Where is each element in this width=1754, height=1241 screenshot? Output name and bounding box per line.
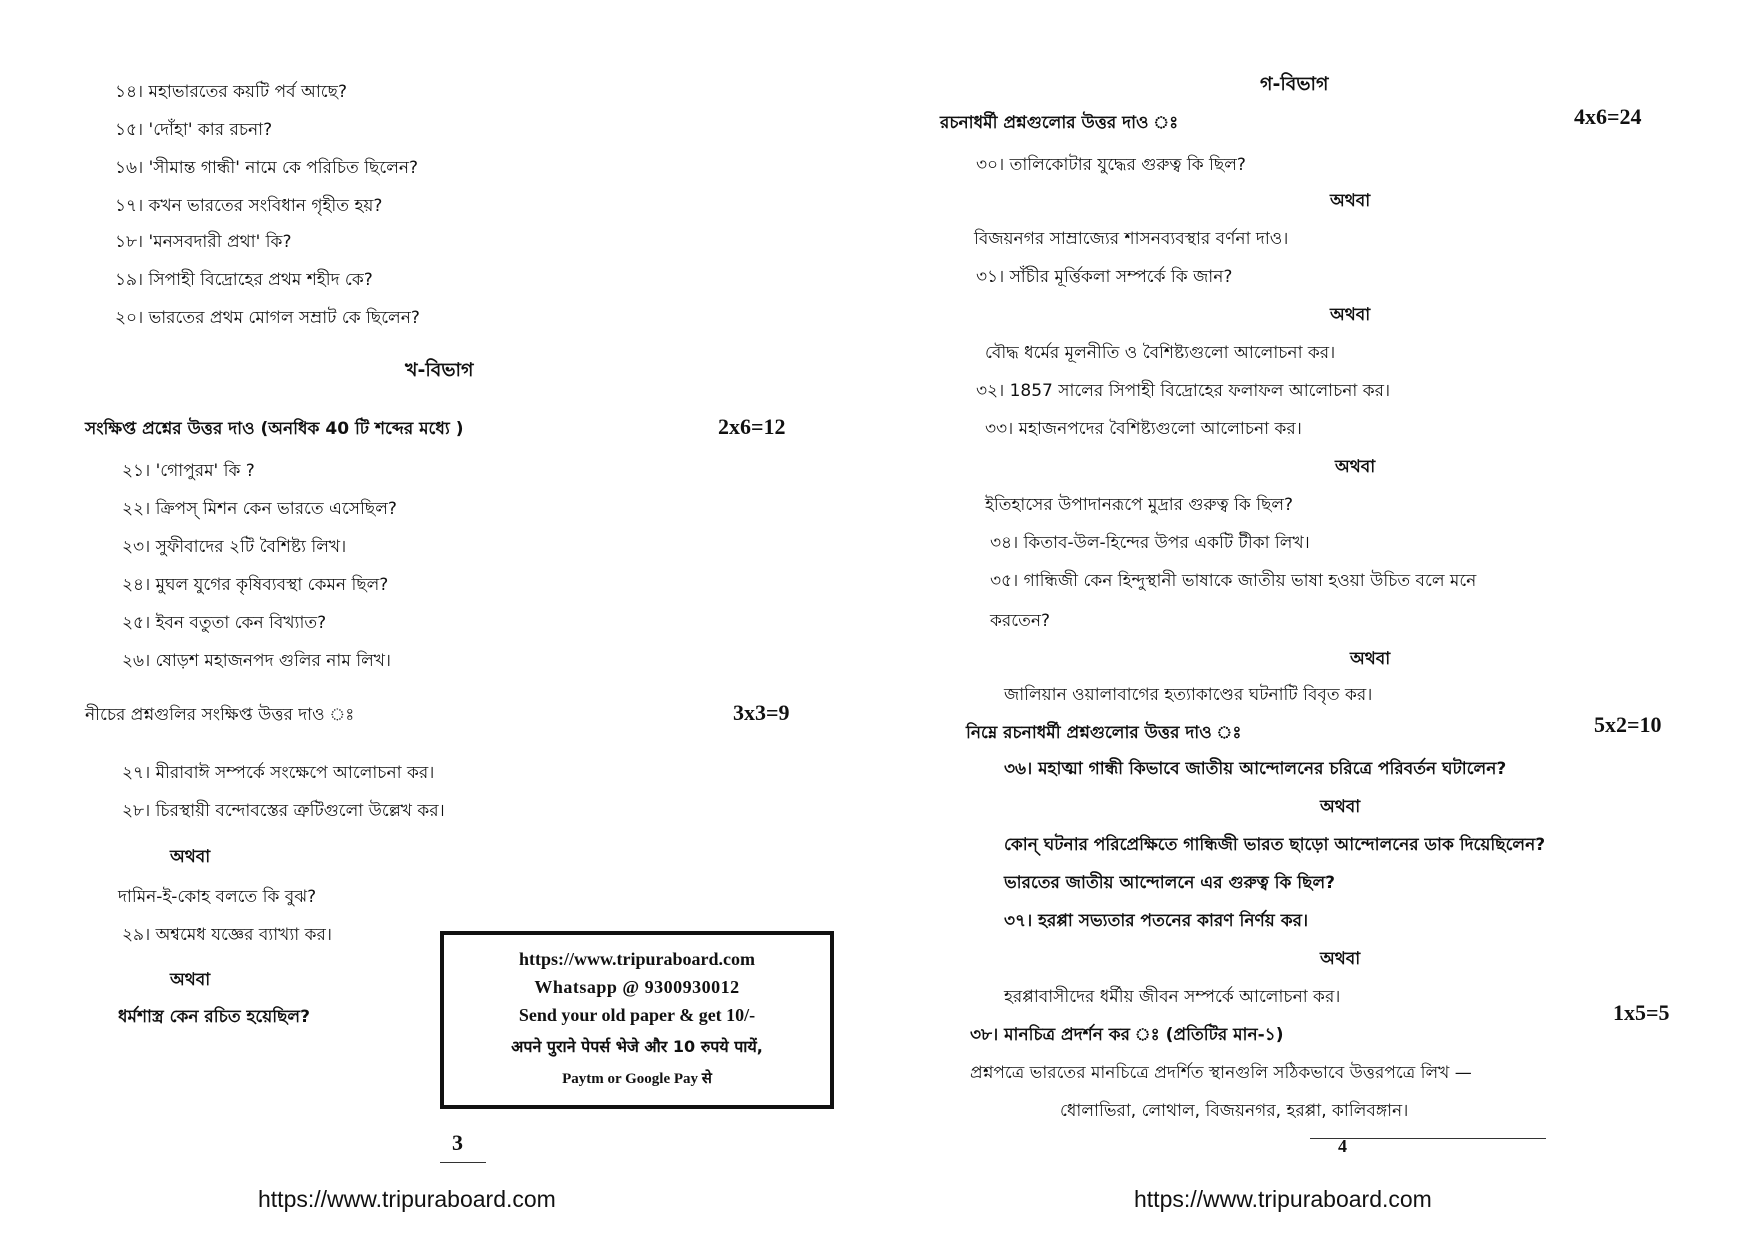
question-30: ৩০। তালিকোটার যুদ্ধের গুরুত্ব কি ছিল? xyxy=(976,155,1246,175)
essay-marks: 4x6=24 xyxy=(1574,104,1642,129)
question-23: ২৩। সুফীবাদের ২টি বৈশিষ্ট্য লিখ। xyxy=(122,537,347,557)
footer-url-right: https://www.tripuraboard.com xyxy=(1134,1186,1432,1212)
or-label: অথবা xyxy=(1330,305,1371,325)
ad-payment-line: Paytm or Google Pay से xyxy=(562,1071,712,1087)
essay-instruction: রচনাধর্মী প্রশ্নগুলোর উত্তর দাও ঃ xyxy=(940,113,1179,133)
question-26: ২৬। ষোড়শ মহাজনপদ গুলির নাম লিখ। xyxy=(122,651,391,671)
question-38-places: ধোলাভিরা, লোথাল, বিজয়নগর, হরপ্পা, কালিবঙ্গান। xyxy=(1060,1101,1409,1121)
question-38: ৩৮। মানচিত্র প্রদর্শন কর ঃ (প্রতিটির মান-১) xyxy=(970,1025,1284,1045)
section-title-ga: গ-বিভাগ xyxy=(1260,73,1329,95)
question-15: ১৫। 'দোঁহা' কার রচনা? xyxy=(115,120,273,140)
short-answer-instruction: সংক্ষিপ্ত প্রশ্নের উত্তর দাও (অনধিক 40 টি শব্দের মধ্যে ) xyxy=(85,419,464,439)
or-label: অথবা xyxy=(1320,949,1361,969)
question-38-instruction: প্রশ্নপত্রে ভারতের মানচিত্রে প্রদর্শিত স্থানগুলি সঠিকভাবে উত্তরপত্রে লিখ — xyxy=(970,1063,1472,1083)
question-32: ৩২। 1857 সালের সিপাহী বিদ্রোহের ফলাফল আলোচনা কর। xyxy=(976,381,1391,401)
ad-hindi-line: अपने पुराने पेपर्स भेजे और 10 रुपये पायें, xyxy=(511,1037,763,1056)
brief-answer-marks: 3x3=9 xyxy=(733,700,790,725)
question-35-line-1: ৩৫। গান্ধিজী কেন হিন্দুস্থানী ভাষাকে জাতীয় ভাষা হওয়া উচিত বলে মনে xyxy=(990,571,1477,591)
question-27: ২৭। মীরাবাঈ সম্পর্কে সংক্ষেপে আলোচনা কর। xyxy=(122,763,435,783)
question-21: ২১। 'গোপুরম' কি ? xyxy=(122,461,255,481)
or-label: অথবা xyxy=(170,970,211,990)
question-24: ২৪। মুঘল যুগের কৃষিব্যবস্থা কেমন ছিল? xyxy=(122,575,389,595)
brief-answer-instruction: নীচের প্রশ্নগুলির সংক্ষিপ্ত উত্তর দাও ঃ xyxy=(85,705,355,725)
page-number-right: 4 xyxy=(1338,1136,1347,1156)
question-31: ৩১। সাঁচীর মূর্ত্তিকলা সম্পর্কে কি জান? xyxy=(976,267,1233,287)
question-31-alternative: বৌদ্ধ ধর্মের মূলনীতি ও বৈশিষ্ট্যগুলো আলোচনা কর। xyxy=(985,343,1336,363)
question-14: ১৪। মহাভারতের কয়টি পর্ব আছে? xyxy=(115,82,347,102)
question-25: ২৫। ইবন বতুতা কেন বিখ্যাত? xyxy=(122,613,327,633)
question-18: ১৮। 'মনসবদারী প্রথা' কি? xyxy=(115,232,292,252)
or-label: অথবা xyxy=(1335,457,1376,477)
section-title-kha: খ-বিভাগ xyxy=(405,359,474,381)
or-label: অথবা xyxy=(1350,649,1391,669)
long-answer-instruction: নিম্নে রচনাধর্মী প্রশ্নগুলোর উত্তর দাও ঃ xyxy=(966,723,1242,743)
question-29: ২৯। অশ্বমেধ যজ্ঞের ব্যাখ্যা কর। xyxy=(122,925,332,945)
map-marks: 1x5=5 xyxy=(1613,1000,1670,1025)
question-35-line-2: করতেন? xyxy=(990,611,1051,631)
question-28: ২৮। চিরস্থায়ী বন্দোবস্তের ত্রুটিগুলো উল্লেখ কর। xyxy=(122,801,445,821)
question-17: ১৭। কখন ভারতের সংবিধান গৃহীত হয়? xyxy=(115,196,383,216)
ad-website-line: https://www.tripuraboard.com xyxy=(518,949,755,969)
or-label: অথবা xyxy=(1320,797,1361,817)
advertisement-box xyxy=(440,931,834,1109)
page-number-left: 3 xyxy=(452,1130,463,1155)
question-35-alternative: জালিয়ান ওয়ালাবাগের হত্যাকাণ্ডের ঘটনাটি বিবৃত কর। xyxy=(1004,685,1373,705)
question-29-alternative: ধর্মশাস্ত্র কেন রচিত হয়েছিল? xyxy=(118,1007,310,1027)
ad-offer-line: Send your old paper & get 10/- xyxy=(518,1005,756,1025)
question-33: ৩৩। মহাজনপদের বৈশিষ্ট্যগুলো আলোচনা কর। xyxy=(985,419,1302,439)
question-28-alternative: দামিন-ই-কোহ বলতে কি বুঝ? xyxy=(118,887,317,907)
or-label: অথবা xyxy=(170,847,211,867)
long-answer-marks: 5x2=10 xyxy=(1594,712,1662,737)
question-30-alternative: বিজয়নগর সাম্রাজ্যের শাসনব্যবস্থার বর্ণনা দাও। xyxy=(974,229,1289,249)
question-16: ১৬। 'সীমান্ত গান্ধী' নামে কে পরিচিত ছিলেন? xyxy=(115,158,419,178)
question-36: ৩৬। মহাত্মা গান্ধী কিভাবে জাতীয় আন্দোলনের চরিত্রে পরিবর্তন ঘটালেন? xyxy=(1004,759,1507,779)
question-19: ১৯। সিপাহী বিদ্রোহের প্রথম শহীদ কে? xyxy=(115,270,373,290)
question-36-alternative-line-2: ভারতের জাতীয় আন্দোলনে এর গুরুত্ব কি ছিল? xyxy=(1004,873,1335,893)
question-33-alternative: ইতিহাসের উপাদানরূপে মুদ্রার গুরুত্ব কি ছিল? xyxy=(985,495,1294,515)
footer-url-left: https://www.tripuraboard.com xyxy=(258,1186,556,1212)
question-36-alternative-line-1: কোন্ ঘটনার পরিপ্রেক্ষিতে গান্ধিজী ভারত ছাড়ো আন্দোলনের ডাক দিয়েছিলেন? xyxy=(1004,835,1546,855)
short-answer-marks: 2x6=12 xyxy=(718,414,786,439)
question-37: ৩৭। হরপ্পা সভ্যতার পতনের কারণ নির্ণয় কর। xyxy=(1004,911,1309,931)
page-number-dash xyxy=(440,1162,486,1163)
question-37-alternative: হরপ্পাবাসীদের ধর্মীয় জীবন সম্পর্কে আলোচনা কর। xyxy=(1004,987,1341,1007)
ad-whatsapp-line: Whatsapp @ 9300930012 xyxy=(534,977,740,997)
question-22: ২২। ক্রিপস্ মিশন কেন ভারতে এসেছিল? xyxy=(122,499,397,519)
question-20: ২০। ভারতের প্রথম মোগল সম্রাট কে ছিলেন? xyxy=(115,308,420,328)
or-label: অথবা xyxy=(1330,191,1371,211)
question-34: ৩৪। কিতাব-উল-হিন্দের উপর একটি টীকা লিখ। xyxy=(990,533,1310,553)
